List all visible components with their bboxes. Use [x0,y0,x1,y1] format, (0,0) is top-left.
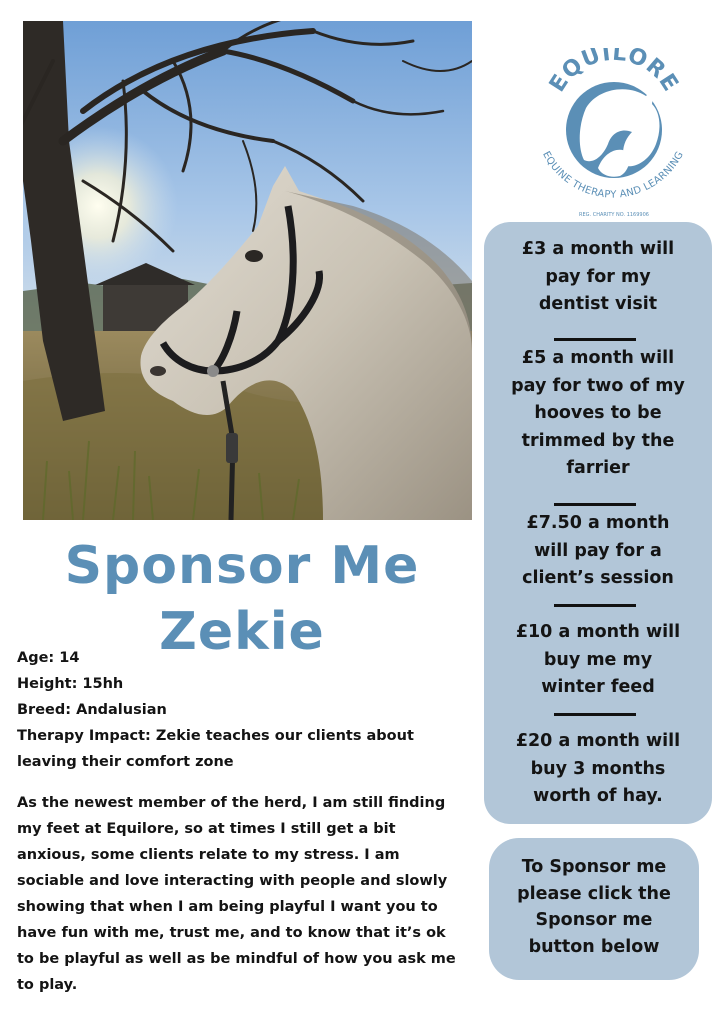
height-field: Height: 15hh [17,676,124,692]
sponsor-me-cta[interactable] [489,838,699,980]
horse-info [17,645,457,775]
tier-item: £7.50 a month will pay for a client’s session [522,513,674,588]
divider [554,503,636,506]
horse-photo [23,21,472,520]
sponsorship-tiers-panel [484,222,712,824]
age-field: Age: 14 [17,650,80,666]
therapy-impact-field: Therapy Impact: Zekie teaches our clients about leaving their comfort zone [17,728,414,770]
page-title-name: Zekie [159,602,325,662]
logo-tagline: EQUINE THERAPY AND LEARNING [540,149,686,201]
tier-item: £3 a month will pay for my dentist visit [521,239,675,314]
breed-field: Breed: Andalusian [17,702,167,718]
tier-item: £5 a month will pay for two of my hooves to be trimmed by the farrier [511,348,685,478]
tier-item: £20 a month will buy 3 months worth of hay. [515,731,681,806]
page-title-line1: Sponsor Me [64,536,420,596]
divider [554,604,636,607]
divider [554,713,636,716]
tier-item: £10 a month will buy me my winter feed [515,622,681,697]
cta-text: To Sponsor me please click the Sponsor me button below [517,857,671,957]
equilore-logo [528,48,698,218]
logo-charity-number: REG. CHARITY NO. 1169906 [579,212,649,218]
divider [554,338,636,341]
horse-story: As the newest member of the herd, I am still finding my feet at Equilore, so at times I still get a bit anxious, some clients relate to my stress. I am sociable and love interacting with people and slowly showing that when I am being playful I want you to have fun with me, trust me, and to know that it’s ok to be playful as well as be mindful of how you ask me to play. [17,795,456,993]
logo-name: EQUILORE [544,48,684,97]
